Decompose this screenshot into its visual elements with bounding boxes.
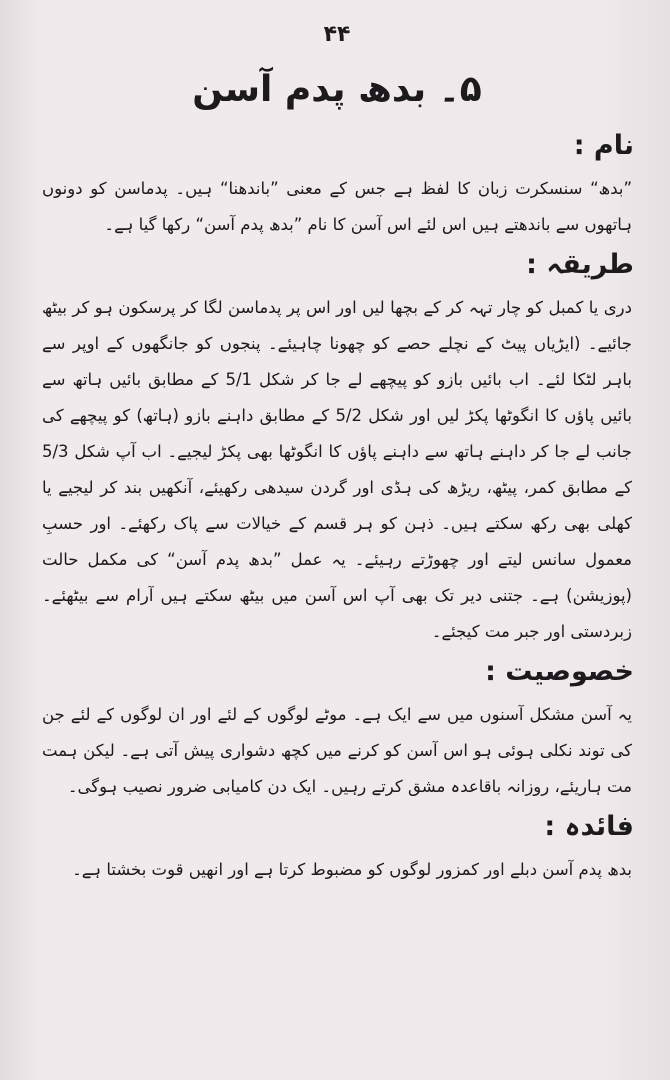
section-name: [34, 130, 640, 243]
section-characteristic: [34, 656, 640, 805]
section-heading-name: نام :: [573, 130, 634, 161]
section-text-method: دری یا کمبل کو چار تہہ کر کے بچھا لیں اور اس پر پدماسن لگا کر پرسکون ہو کر بیٹھ جائیے۔ (ایڑیاں پیٹ کے نچلے حصے کو چھونا چاہیئے۔ پنجوں کو جانگھوں کے اوپر سے باہر لٹکا لئے۔ اب بائیں بازو کو پیچھے لے جا کر شکل 5/1 کے مطابق بائیں ہاتھ سے بائیں پاؤں کا انگوٹھا پکڑ لیں اور شکل 5/2 کے مطابق داہنے بازو (ہاتھ) کو پیچھے کی جانب لے جا کر داہنے ہاتھ سے داہنے پاؤں کا انگوٹھا بھی پکڑ لیجیے۔ اب آپ شکل 5/3 کے مطابق کمر، پیٹھ، ریڑھ کی ہڈی اور گردن سیدھی رکھیئے، آنکھیں بند کر لیجیے یا کھلی بھی رکھ سکتے ہیں۔ ذہن کو ہر قسم کے خیالات سے پاک رکھئے۔ اور حسبِ معمول سانس لیتے اور چھوڑتے رہیئے۔ یہ عمل ”بدھ پدم آسن“ کی مکمل حالت (پوزیشن) ہے۔ جتنی دیر تک بھی آپ اس آسن میں بیٹھ سکتے ہیں آرام سے بیٹھئے۔ زبردستی اور جبر مت کیجئے۔: [42, 298, 632, 641]
section-heading-benefit: فائدہ :: [544, 811, 634, 842]
page-content: [34, 22, 640, 894]
section-text-characteristic: یہ آسن مشکل آسنوں میں سے ایک ہے۔ موٹے لوگوں کے لئے اور ان لوگوں کے لئے جن کی توند نکلی ہوئی ہو اس آسن کو کرنے میں کچھ دشواری پیش آتی ہے۔ لیکن ہمت مت ہاریئے، روزانہ باقاعدہ مشق کرتے رہیں۔ ایک دن کامیابی ضرور نصیب ہوگی۔: [42, 705, 632, 796]
section-method: [34, 249, 640, 650]
page-number: ۴۴: [323, 22, 351, 47]
section-benefit: [34, 811, 640, 888]
page-title: ۵۔ بدھ پدم آسن: [192, 69, 482, 110]
section-heading-method: طریقہ :: [526, 249, 634, 280]
section-text-name: ”بدھ“ سنسکرت زبان کا لفظ ہے جس کے معنی ”باندھنا“ ہیں۔ پدماسن کو دونوں ہاتھوں سے باندھتے ہیں اس لئے اس آسن کا نام ”بدھ پدم آسن“ رکھا گیا ہے۔: [42, 179, 632, 234]
section-text-benefit: بدھ پدم آسن دبلے اور کمزور لوگوں کو مضبوط کرتا ہے اور انھیں قوت بخشتا ہے۔: [72, 860, 632, 879]
section-heading-characteristic: خصوصیت :: [485, 656, 634, 687]
